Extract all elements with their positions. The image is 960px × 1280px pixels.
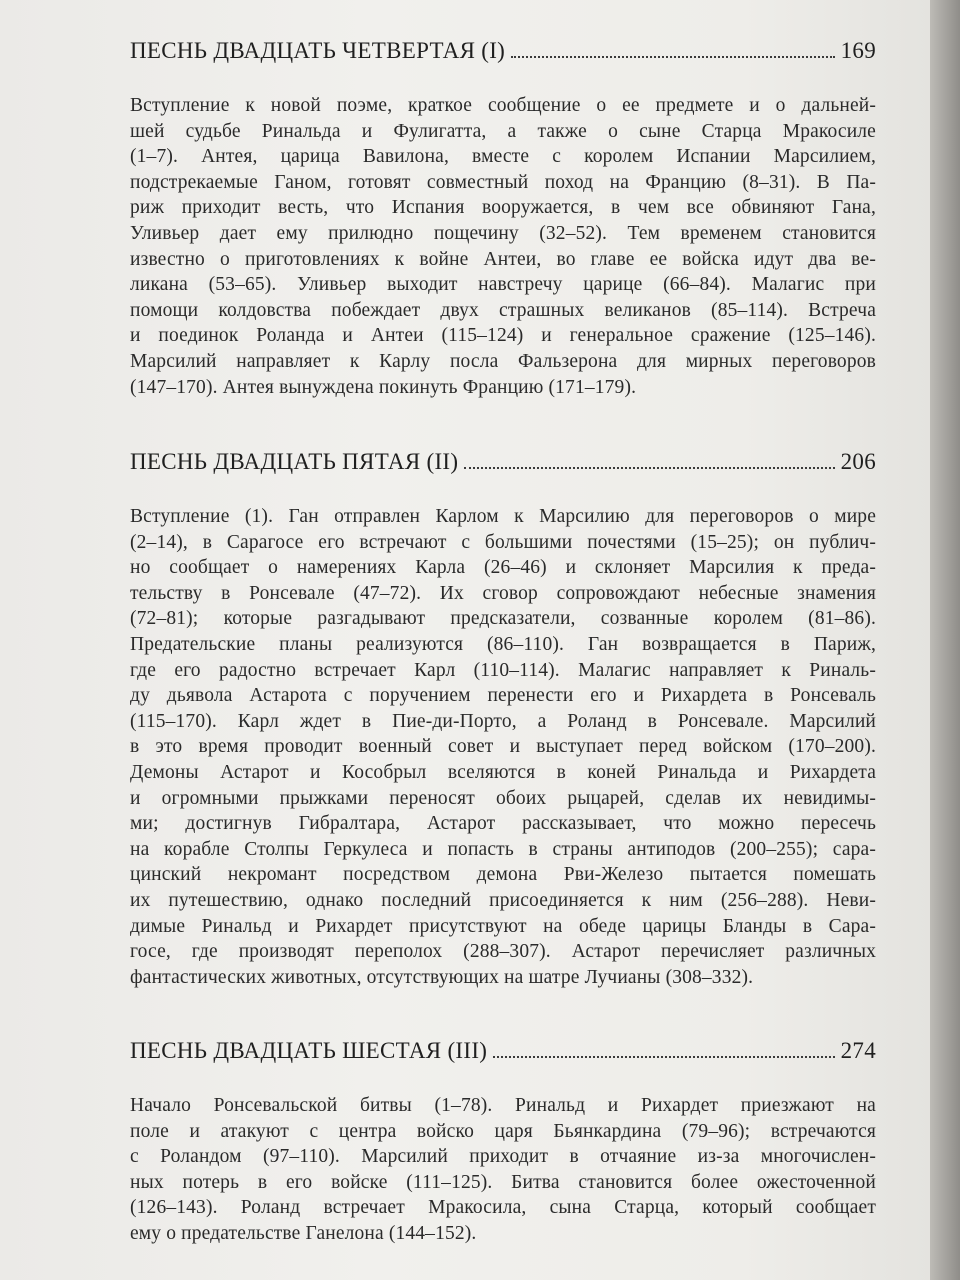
summary-line: где его радостно встречает Карл (110–114). Малагис направляет к Риналь- [130, 659, 876, 681]
canto-title: ПЕСНЬ ДВАДЦАТЬ ЧЕТВЕРТАЯ (I) [130, 38, 506, 63]
summary-line: госе, где производят переполох (288–307). Астарот перечисляет различных [130, 941, 876, 963]
canto-title: ПЕСНЬ ДВАДЦАТЬ ШЕСТАЯ (III) [130, 1038, 488, 1063]
toc-entry-heading [130, 449, 876, 475]
summary-line: Начало Ронсевальской битвы (1–78). Ринальд и Рихардет приезжают на [130, 1095, 876, 1116]
summary-line: Вступление (1). Ган отправлен Карлом к Марсилию для переговоров о мире [130, 506, 876, 527]
dot-leader [464, 467, 834, 469]
dot-leader [493, 1056, 834, 1058]
summary-line: подстрекаемые Ганом, готовят совместный поход на Францию (8–31). В Па- [130, 171, 876, 193]
summary-line: и поединок Роланда и Антеи (115–124) и генеральное сражение (125–146). [130, 325, 876, 347]
summary-line: в это время проводит военный совет и выступает перед войском (170–200). [130, 736, 876, 758]
summary-line: помощи колдовства побеждает двух страшных великанов (85–114). Встреча [130, 299, 876, 321]
summary-line: (115–170). Карл ждет в Пие-ди-Порто, а Роланд в Ронсевале. Марсилий [130, 710, 876, 732]
summary-line: цинский некромант посредством демона Рви-Железо пытается помешать [130, 864, 876, 886]
summary-line: ду дьявола Астарота с поручением перенести его и Рихардета в Ронсеваль [130, 685, 876, 707]
page-number: 169 [840, 38, 876, 63]
summary-line: ных потерь в его войске (111–125). Битва становится более ожесточенной [130, 1171, 876, 1193]
summary-line: фантастических животных, отсутствующих на шатре Лучианы (308–332). [130, 966, 754, 988]
summary-line: Предательские планы реализуются (86–110). Ган возвращается в Париж, [130, 633, 876, 655]
summary-line: Марсилий направляет к Карлу посла Фальзерона для мирных переговоров [130, 350, 876, 372]
summary-line: поле и атакуют с центра войско царя Бьянкардина (79–96); встречаются [130, 1120, 876, 1142]
section-canto-26 [130, 1038, 876, 1247]
summary-line: (126–143). Роланд встречает Мракосила, сына Старца, который сообщает [130, 1197, 876, 1219]
summary-line: ми; достигнув Гибралтара, Астарот рассказывает, что можно пересечь [130, 813, 876, 835]
summary-line: (2–14), в Сарагосе его встречают с большими почестями (15–25); он публич- [130, 531, 876, 553]
summary-line: известно о приготовлениях к войне Антеи, во главе ее войска идут два ве- [130, 248, 876, 270]
section-canto-24 [130, 38, 876, 400]
summary-line: риж приходит весть, что Испания вооружается, в чем все обвиняют Гана, [130, 197, 876, 219]
summary-line: ему о предательстве Ганелона (144–152). [130, 1222, 477, 1244]
summary-line: Уливьер дает ему прилюдно пощечину (32–52). Тем временем становится [130, 222, 876, 244]
section-canto-25 [130, 449, 876, 990]
dot-leader [511, 56, 834, 58]
toc-entry-heading [130, 38, 876, 64]
canto-summary [130, 1093, 876, 1247]
summary-line: на корабле Столпы Геркулеса и попасть в страны антиподов (200–255); сара- [130, 838, 876, 860]
book-spine-shadow [930, 0, 960, 1280]
summary-line: шей судьбе Ринальда и Фулигатта, а также о сыне Старца Мракосиле [130, 120, 876, 142]
toc-entry-heading [130, 1038, 876, 1064]
summary-line: но сообщает о намерениях Карла (26–46) и склоняет Марсилия к преда- [130, 557, 876, 579]
summary-line: их путешествию, однако последний присоединяется к ним (256–288). Неви- [130, 889, 876, 911]
canto-summary [130, 93, 876, 400]
canto-summary [130, 504, 876, 990]
summary-line: тельству в Ронсевале (47–72). Их сговор сопровождают небесные знамения [130, 582, 876, 604]
summary-line: и огромными прыжками переносят обоих рыцарей, сделав их невидимы- [130, 787, 876, 809]
summary-line: Демоны Астарот и Кособрыл вселяются в коней Ринальда и Рихардета [130, 761, 876, 783]
summary-line: Вступление к новой поэме, краткое сообщение о ее предмете и о дальней- [130, 95, 876, 116]
summary-line: димые Ринальд и Рихардет присутствуют на обеде царицы Бланды в Сара- [130, 915, 876, 937]
summary-line: ликана (53–65). Уливьер выходит навстречу царице (66–84). Малагис при [130, 274, 876, 296]
summary-line: (1–7). Антея, царица Вавилона, вместе с королем Испании Марсилием, [130, 146, 876, 168]
summary-line: (147–170). Антея вынуждена покинуть Францию (171–179). [130, 376, 637, 398]
canto-title: ПЕСНЬ ДВАДЦАТЬ ПЯТАЯ (II) [130, 449, 459, 474]
page-number: 206 [840, 449, 876, 474]
summary-line: с Роландом (97–110). Марсилий приходит в отчаяние из-за многочислен- [130, 1146, 876, 1168]
page-number: 274 [840, 1038, 876, 1063]
summary-line: (72–81); которые разгадывают предсказатели, созванные королем (81–86). [130, 608, 876, 630]
